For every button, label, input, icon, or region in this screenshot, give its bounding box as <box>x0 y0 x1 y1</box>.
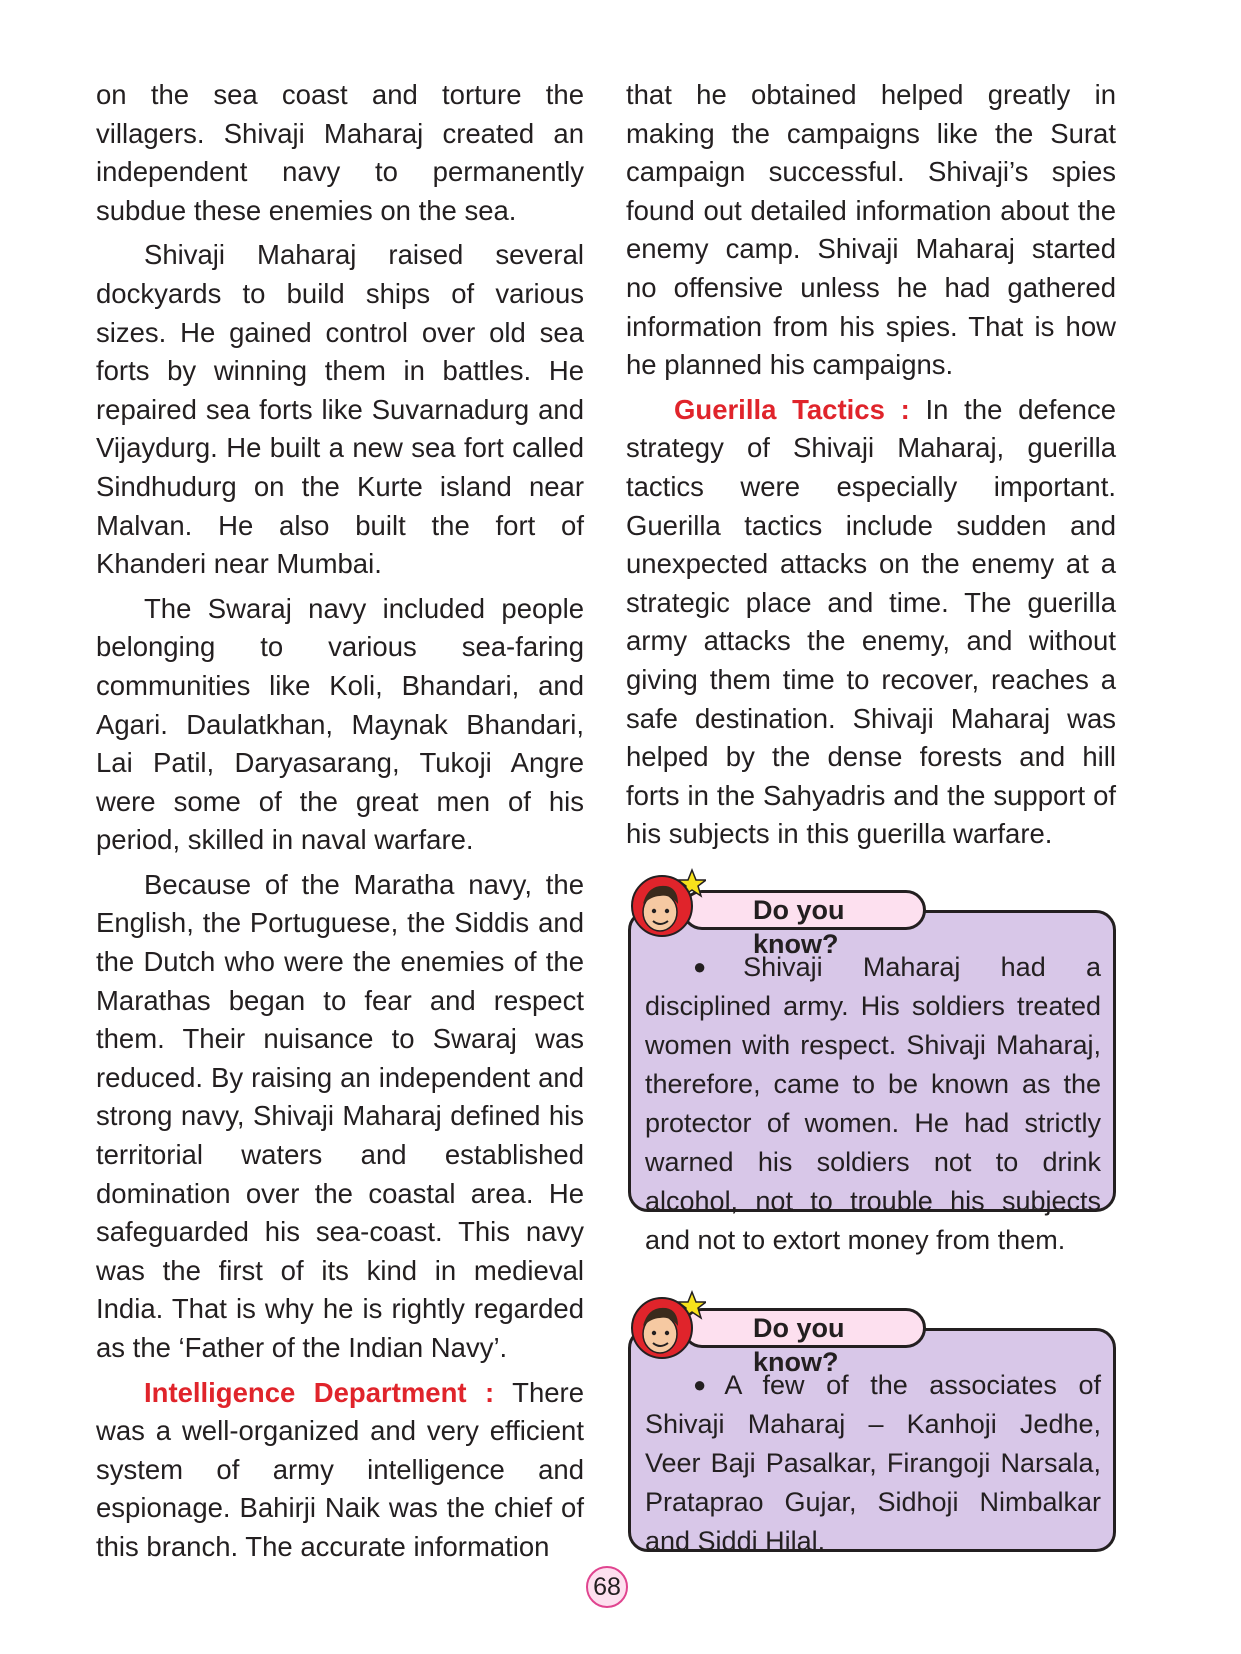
paragraph-intelligence <box>96 1374 584 1567</box>
student-mascot-icon <box>626 866 706 938</box>
do-you-know-content <box>628 910 1116 1255</box>
box-text: Shivaji Maharaj had a disciplined army. His soldiers treated women with respect. Shivaji Maharaj, therefore, came to be known as the protector of women. He had strictly warned his soldiers not to drink alcohol, not to trouble his subjects and not to extort money from them. <box>645 952 1101 1255</box>
paragraph: Because of the Maratha navy, the English, the Portuguese, the Siddis and the Dutch who were the enemies of the Marathas began to fear and respect them. Their nuisance to Swaraj was reduced. By raising an independent and strong navy, Shivaji Maharaj defined his territorial waters and established domination over the coastal area. He safeguarded his sea-coast. This navy was the first of its kind in medieval India. That is why he is rightly regarded as the ‘Father of the Indian Navy’. <box>96 868 584 1363</box>
do-you-know-label: Do you know? <box>682 1308 926 1348</box>
student-mascot-icon <box>626 1288 706 1360</box>
bullet-icon: ● <box>693 1372 721 1397</box>
do-you-know-box-1 <box>626 866 1116 1266</box>
left-column <box>96 76 584 1573</box>
right-column <box>626 76 1116 860</box>
do-you-know-box-2 <box>626 1288 1116 1558</box>
page-number: 68 <box>586 1566 628 1608</box>
paragraph-guerilla <box>626 391 1116 854</box>
paragraph-text: There was a well-organized and very efficient system of army intelligence and espionage. Bahirji Naik was the chief of this branch. The accurate information <box>96 1376 584 1562</box>
paragraph: Shivaji Maharaj raised several dockyards to build ships of various sizes. He gained control over old sea forts by winning them in battles. He repaired sea forts like Suvarnadurg and Vijaydurg. He built a new sea fort called Sindhudurg on the Kurte island near Malvan. He also built the fort of Khanderi near Mumbai. <box>96 239 584 580</box>
paragraph: that he obtained helped greatly in making the campaigns like the Surat campaign successful. Shivaji’s spies found out detailed information about the enemy camp. Shivaji Maharaj started no offensive unless he had gathered information from his spies. That is how he planned his campaigns. <box>626 79 1116 381</box>
bullet-icon: ● <box>693 954 740 979</box>
paragraph-text: In the defence strategy of Shivaji Maharaj, guerilla tactics were especially important. Guerilla tactics include sudden and unexpected attacks on the enemy at a strategic place and time. The guerilla army attacks the enemy, and without giving them time to recover, reaches a safe destination. Shivaji Maharaj was helped by the dense forests and hill forts in the Sahyadris and the support of his subjects in this guerilla warfare. <box>626 393 1116 850</box>
section-heading-guerilla: Guerilla Tactics : <box>674 393 910 425</box>
box-text: A few of the associates of Shivaji Maharaj – Kanhoji Jedhe, Veer Baji Pasalkar, Firangoji Narsala, Prataprao Gujar, Sidhoji Nimbalkar and Siddi Hilal. <box>645 1370 1101 1556</box>
do-you-know-content <box>628 1328 1116 1556</box>
paragraph: The Swaraj navy included people belonging to various sea-faring communities like Koli, Bhandari, and Agari. Daulatkhan, Maynak Bhandari, Lai Patil, Daryasarang, Tukoji Angre were some of the great men of his period, skilled in naval warfare. <box>96 592 584 856</box>
do-you-know-label: Do you know? <box>682 890 926 930</box>
section-heading-intelligence: Intelligence Department : <box>144 1376 495 1408</box>
paragraph: on the sea coast and torture the villagers. Shivaji Maharaj created an independent navy to permanently subdue these enemies on the sea. <box>96 79 584 226</box>
